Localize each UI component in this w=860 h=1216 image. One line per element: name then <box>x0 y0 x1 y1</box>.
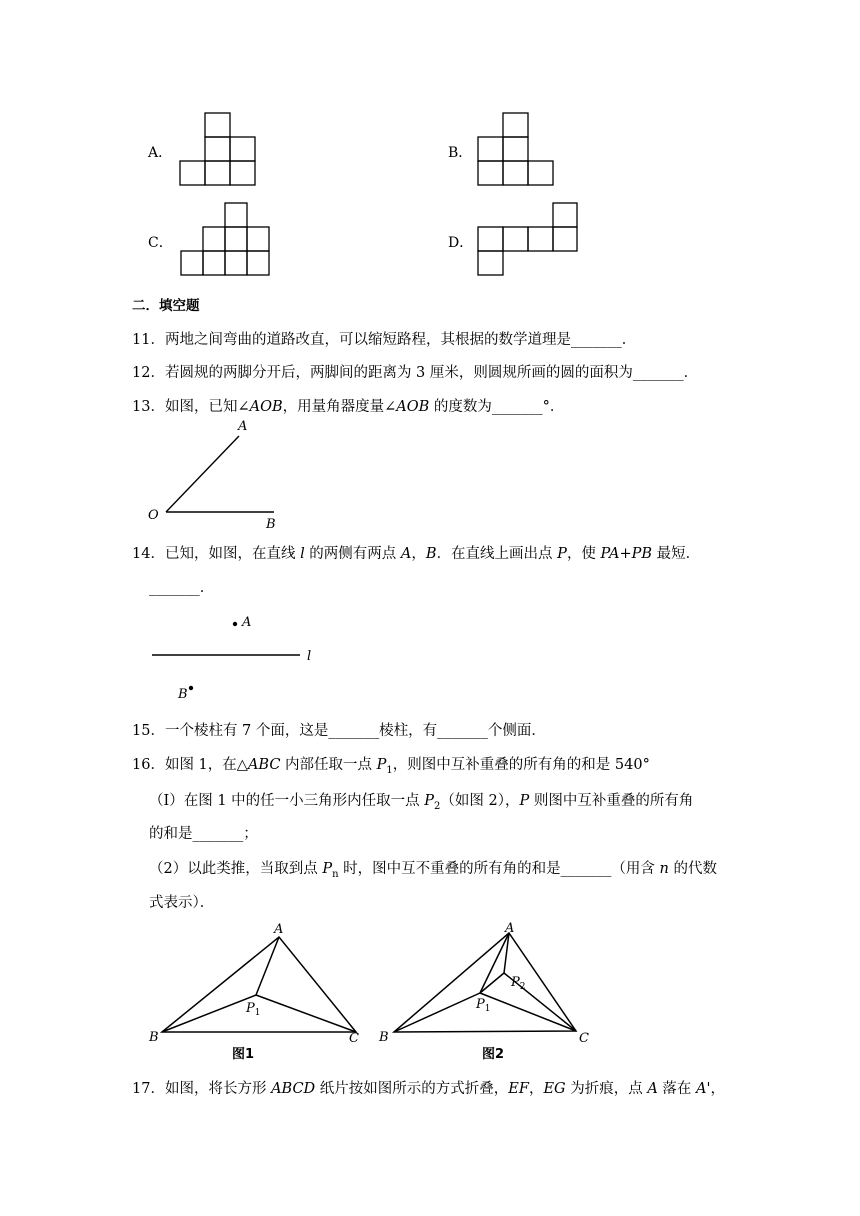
question-16: 16．如图 1，在△ABC 内部任取一点 $P_1$，则图中互补重叠的所有角的和是 540° <box>132 757 650 776</box>
fig14-label-b: B <box>178 687 188 702</box>
figure-16-2 <box>376 920 606 1064</box>
question-11: 11．两地之间弯曲的道路改直，可以缩短路程，其根据的数学道理是_______． <box>132 332 637 348</box>
section-title: 二．填空题 <box>132 298 200 314</box>
option-b-label: B． <box>448 145 473 161</box>
fig13-label-a: A <box>238 419 248 434</box>
question-17: 17．如图，将长方形 ABCD 纸片按如图所示的方式折叠，EF，EG 为折痕，点 A 落在 A'， <box>132 1081 726 1097</box>
option-b-figure <box>476 112 556 187</box>
figure-14-line <box>148 604 318 704</box>
fig2-label-a: A <box>505 921 515 936</box>
question-16-part2-end: 式表示）． <box>149 895 215 911</box>
fig14-label-a: A <box>242 615 252 630</box>
fig2-label-p1: $P_1$ <box>476 997 491 1014</box>
fig2-label-b: B <box>379 1030 389 1045</box>
question-15: 15．一个棱柱有 7 个面，这是_______棱柱，有_______个侧面． <box>132 723 546 739</box>
fig1-label-b: B <box>149 1030 159 1045</box>
fig1-label-p: $P_1$ <box>246 1001 261 1018</box>
question-12: 12．若圆规的两脚分开后，两脚间的距离为 3 厘米，则圆规所画的圆的面积为_______． <box>132 365 699 381</box>
option-a-figure <box>178 112 258 187</box>
question-16-part2: （2）以此类推，当取到点 $P_n$ 时，图中互不重叠的所有角的和是_______（用含 n 的代数 <box>149 861 717 880</box>
figure-16-1 <box>146 920 376 1064</box>
option-a-label: A． <box>148 145 173 161</box>
question-14-blank: _______． <box>149 580 215 596</box>
question-16-part1: （Ⅰ）在图 1 中的任一小三角形内任取一点 $P_2$（如图 2），P 则图中互补重叠的所有角 <box>149 793 694 812</box>
fig2-label-c: C <box>579 1031 589 1046</box>
fig1-label-c: C <box>349 1031 359 1046</box>
question-16-part1-blank: 的和是_______； <box>149 826 258 842</box>
fig13-label-o: O <box>148 508 159 523</box>
question-14: 14．已知，如图，在直线 l 的两侧有两点 A，B．在直线上画出点 P，使 PA+PB 最短． <box>132 546 701 562</box>
figure-13-angle <box>146 416 286 532</box>
option-d-figure <box>476 202 581 277</box>
fig2-label-p2: $P_2$ <box>511 975 526 992</box>
option-c-label: C． <box>148 235 173 251</box>
fig2-caption: 图2 <box>482 1047 505 1062</box>
fig13-label-b: B <box>266 517 276 532</box>
question-13: 13．如图，已知∠AOB，用量角器度量∠AOB 的度数为_______°． <box>132 399 565 415</box>
fig1-label-a: A <box>274 922 284 937</box>
option-c-figure <box>178 202 273 277</box>
option-d-label: D． <box>448 235 474 251</box>
fig1-caption: 图1 <box>232 1047 255 1062</box>
fig14-label-l: l <box>307 649 312 664</box>
